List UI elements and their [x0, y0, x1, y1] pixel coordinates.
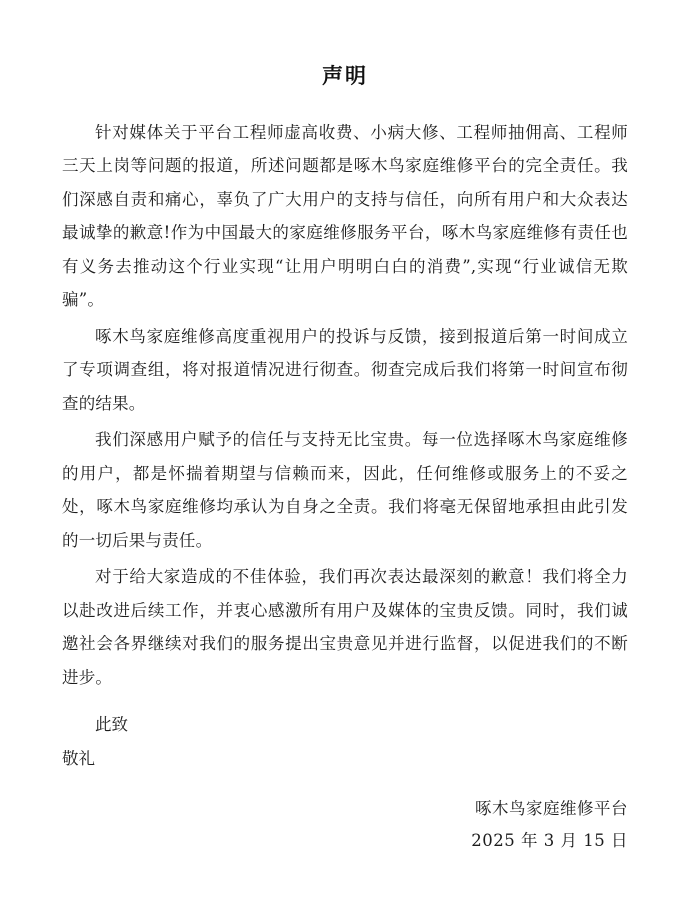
statement-paragraph-2: 啄木鸟家庭维修高度重视用户的投诉与反馈，接到报道后第一时间成立了专项调查组，将对报道情况进行彻查。彻查完成后我们将第一时间宣布彻查的结果。 [62, 326, 628, 413]
closing-salutation: 此致 [95, 715, 128, 735]
closing-regards: 敬礼 [62, 748, 95, 768]
statement-paragraph-3: 我们深感用户赋予的信任与支持无比宝贵。每一位选择啄木鸟家庭维修的用户，都是怀揣着期望与信赖而来，因此，任何维修或服务上的不妥之处，啄木鸟家庭维修均承认为自身之全责。我们将毫无保留地承担由此引发的一切后果与责任。 [62, 430, 628, 550]
statement-paragraph-4: 对于给大家造成的不佳体验，我们再次表达最深刻的歉意！我们将全力以赴改进后续工作，并衷心感激所有用户及媒体的宝贵反馈。同时，我们诚邀社会各界继续对我们的服务提出宝贵意见并进行监督，以促进我们的不断进步。 [62, 567, 628, 687]
closing-block [62, 708, 628, 775]
signature-date: 2025 年 3 月 15 日 [471, 831, 628, 851]
page-title: 声明 [322, 64, 368, 88]
signature-organization: 啄木鸟家庭维修平台 [475, 799, 628, 819]
signature-block [62, 793, 628, 857]
statement-paragraph-1: 针对媒体关于平台工程师虚高收费、小病大修、工程师抽佣高、工程师三天上岗等问题的报道，所述问题都是啄木鸟家庭维修平台的完全责任。我们深感自责和痛心，辜负了广大用户的支持与信任，向所有用户和大众表达最诚挚的歉意!作为中国最大的家庭维修服务平台，啄木鸟家庭维修有责任也有义务去推动这个行业实现“让用户明明白白的消费”,实现“行业诚信无欺骗”。 [62, 123, 628, 310]
